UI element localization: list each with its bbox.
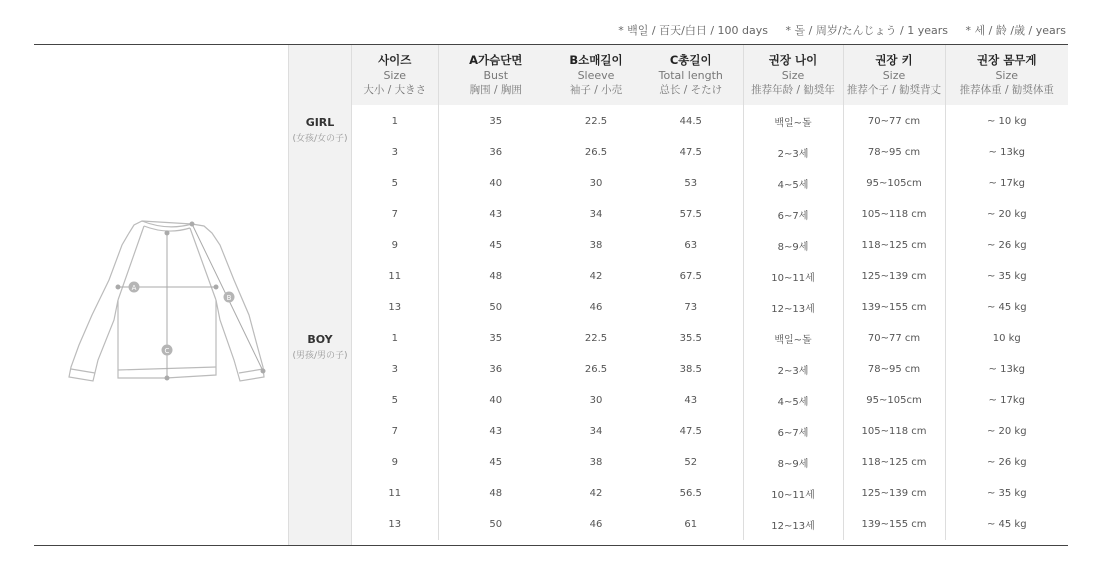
- cell-bust: 40: [438, 385, 553, 416]
- header-en-label: Sleeve: [577, 68, 615, 82]
- legend-1year: * 돌 / 周岁/たんじょう / 1 years: [785, 24, 948, 37]
- cell-recommended-age: 12~13세: [743, 509, 843, 540]
- cell-sleeve: 34: [589, 426, 603, 437]
- cell-recommended-age: 8~9세: [743, 230, 843, 261]
- cell-sleeve: 26.5: [584, 364, 608, 375]
- marker-a: [129, 282, 140, 293]
- cell-bust: 35: [438, 323, 553, 354]
- group-boy: [288, 333, 352, 361]
- cell-recommended-weight: ~ 13kg: [945, 354, 1068, 385]
- cell-size: 7: [391, 209, 398, 220]
- size-table: [352, 45, 1068, 540]
- cell-sleeve: 38: [589, 457, 603, 468]
- cell-bust: 45: [438, 230, 553, 261]
- cell-recommended-height: 78~95 cm: [843, 354, 945, 385]
- table-row: [352, 447, 1068, 478]
- cell-recommended-weight: ~ 26 kg: [945, 447, 1068, 478]
- cell-recommended-height: 70~77 cm: [843, 323, 945, 354]
- cell-recommended-weight: ~ 10 kg: [945, 105, 1068, 137]
- header-cj-label: 推荐个子 / 勧奨背丈: [846, 83, 942, 96]
- cell-recommended-height: 139~155 cm: [843, 292, 945, 323]
- cell-size: 3: [391, 364, 398, 375]
- cell-recommended-age: 백일~돌: [743, 105, 843, 137]
- cell-sleeve: 26.5: [584, 147, 608, 158]
- svg-text:A: A: [131, 284, 137, 292]
- cell-size: 11: [388, 271, 402, 282]
- cell-bust: 36: [438, 137, 553, 168]
- header-ko-label: 권장 몸무게: [976, 52, 1037, 67]
- cell-recommended-age: 2~3세: [743, 354, 843, 385]
- header-ko-label: A가슴단면: [469, 52, 523, 67]
- cell-bust: 43: [438, 416, 553, 447]
- cell-size: 7: [391, 426, 398, 437]
- header-ko-label: 권장 나이: [768, 52, 818, 67]
- legend-100days: * 백일 / 百天/白日 / 100 days: [618, 24, 768, 37]
- cell-size: 13: [388, 302, 402, 313]
- header-cj-label: 推荐体重 / 勧奨体重: [959, 83, 1054, 96]
- cell-recommended-weight: 10 kg: [945, 323, 1068, 354]
- header-total-length: [639, 45, 743, 105]
- cell-total-length: 73: [684, 302, 698, 313]
- header-cj-label: 胸围 / 胸囲: [469, 83, 522, 96]
- cell-total-length: 61: [684, 519, 698, 530]
- cell-size: 5: [391, 178, 398, 189]
- cell-total-length: 43: [684, 395, 698, 406]
- cell-size: 1: [391, 115, 398, 127]
- header-recommended-age: [743, 45, 843, 105]
- table-row: [352, 230, 1068, 261]
- table-row: [352, 292, 1068, 323]
- header-cj-label: 袖子 / 小売: [569, 83, 623, 96]
- cell-total-length: 63: [684, 240, 698, 251]
- table-header-row: [352, 45, 1068, 105]
- cell-total-length: 56.5: [679, 488, 702, 499]
- garment-illustration: [34, 45, 288, 545]
- table-row: [352, 354, 1068, 385]
- group-sub: (男孩/男の子): [292, 351, 348, 361]
- cell-sleeve: 42: [589, 488, 603, 499]
- cell-recommended-height: 118~125 cm: [843, 230, 945, 261]
- cell-sleeve: 34: [589, 209, 603, 220]
- cell-recommended-age: 2~3세: [743, 137, 843, 168]
- header-size: [352, 45, 438, 105]
- cell-size: 13: [388, 519, 402, 530]
- header-cj-label: 推荐年龄 / 勧奨年: [751, 83, 835, 96]
- cell-recommended-weight: ~ 17kg: [945, 168, 1068, 199]
- cell-total-length: 44.5: [679, 115, 702, 127]
- table-row: [352, 168, 1068, 199]
- header-cj-label: 总长 / そたけ: [659, 83, 723, 96]
- marker-b: [224, 292, 235, 303]
- table-row: [352, 261, 1068, 292]
- header-recommended-height: [843, 45, 945, 105]
- cell-total-length: 53: [684, 178, 698, 189]
- header-ko-label: B소매길이: [569, 52, 623, 67]
- header-ko-label: C총길이: [669, 52, 712, 67]
- header-en-label: Size: [781, 68, 805, 82]
- cell-recommended-weight: ~ 17kg: [945, 385, 1068, 416]
- svg-text:B: B: [226, 294, 232, 302]
- cell-sleeve: 22.5: [584, 333, 608, 344]
- cell-size: 11: [388, 488, 402, 499]
- cell-total-length: 35.5: [679, 333, 702, 344]
- cell-recommended-weight: ~ 26 kg: [945, 230, 1068, 261]
- group-name: BOY: [307, 333, 333, 346]
- cell-total-length: 52: [684, 457, 698, 468]
- legend-years: * 세 / 龄 /歳 / years: [965, 24, 1066, 37]
- cell-recommended-height: 78~95 cm: [843, 137, 945, 168]
- cell-recommended-weight: ~ 35 kg: [945, 478, 1068, 509]
- table-bottom-rule: [34, 545, 1068, 546]
- cell-recommended-age: 10~11세: [743, 478, 843, 509]
- table-row: [352, 105, 1068, 137]
- cell-sleeve: 38: [589, 240, 603, 251]
- cell-total-length: 47.5: [679, 147, 702, 158]
- header-ko-label: 사이즈: [378, 52, 412, 67]
- header-sleeve: [553, 45, 639, 105]
- cell-bust: 35: [438, 105, 553, 137]
- group-name: GIRL: [305, 116, 335, 129]
- cell-recommended-weight: ~ 20 kg: [945, 416, 1068, 447]
- table-row: [352, 385, 1068, 416]
- cell-recommended-height: 105~118 cm: [843, 416, 945, 447]
- cell-sleeve: 46: [589, 302, 603, 313]
- table-row: [352, 137, 1068, 168]
- table-row: [352, 416, 1068, 447]
- cell-recommended-height: 118~125 cm: [843, 447, 945, 478]
- cell-bust: 40: [438, 168, 553, 199]
- header-en-label: Size: [383, 68, 407, 82]
- header-cj-label: 大小 / 大きさ: [363, 83, 427, 96]
- cell-recommended-weight: ~ 35 kg: [945, 261, 1068, 292]
- cell-recommended-weight: ~ 45 kg: [945, 292, 1068, 323]
- cell-recommended-height: 95~105cm: [843, 385, 945, 416]
- cell-recommended-height: 105~118 cm: [843, 199, 945, 230]
- cell-recommended-age: 8~9세: [743, 447, 843, 478]
- cell-total-length: 38.5: [679, 364, 702, 375]
- cell-sleeve: 30: [589, 395, 603, 406]
- cell-recommended-age: 4~5세: [743, 168, 843, 199]
- cell-total-length: 57.5: [679, 209, 702, 220]
- header-en-label: Bust: [483, 68, 509, 82]
- cell-recommended-age: 백일~돌: [743, 323, 843, 354]
- cell-recommended-height: 125~139 cm: [843, 478, 945, 509]
- cell-bust: 50: [438, 292, 553, 323]
- cell-recommended-weight: ~ 45 kg: [945, 509, 1068, 540]
- cell-bust: 48: [438, 478, 553, 509]
- cell-recommended-age: 6~7세: [743, 416, 843, 447]
- cell-sleeve: 46: [589, 519, 603, 530]
- cell-total-length: 67.5: [679, 271, 702, 282]
- header-recommended-weight: [945, 45, 1068, 105]
- marker-c: [162, 345, 173, 356]
- cell-bust: 48: [438, 261, 553, 292]
- group-girl: [288, 116, 352, 144]
- group-sub: (女孩/女の子): [292, 134, 348, 144]
- cell-size: 5: [391, 395, 398, 406]
- cell-recommended-height: 139~155 cm: [843, 509, 945, 540]
- cell-bust: 45: [438, 447, 553, 478]
- cell-size: 3: [391, 147, 398, 158]
- cell-recommended-height: 95~105cm: [843, 168, 945, 199]
- cell-bust: 36: [438, 354, 553, 385]
- svg-text:C: C: [164, 347, 170, 355]
- cell-bust: 43: [438, 199, 553, 230]
- cell-sleeve: 22.5: [584, 115, 608, 127]
- age-legend: [0, 22, 1066, 38]
- cell-recommended-age: 10~11세: [743, 261, 843, 292]
- table-row: [352, 478, 1068, 509]
- cell-recommended-height: 125~139 cm: [843, 261, 945, 292]
- header-bust: [438, 45, 553, 105]
- cell-recommended-weight: ~ 20 kg: [945, 199, 1068, 230]
- table-row: [352, 323, 1068, 354]
- header-en-label: Size: [995, 68, 1019, 82]
- cell-recommended-age: 4~5세: [743, 385, 843, 416]
- cell-recommended-age: 12~13세: [743, 292, 843, 323]
- cell-size: 9: [391, 240, 398, 251]
- cell-recommended-weight: ~ 13kg: [945, 137, 1068, 168]
- table-row: [352, 509, 1068, 540]
- cell-total-length: 47.5: [679, 426, 702, 437]
- header-ko-label: 권장 키: [875, 52, 913, 67]
- cell-recommended-height: 70~77 cm: [843, 105, 945, 137]
- table-row: [352, 199, 1068, 230]
- cell-sleeve: 42: [589, 271, 603, 282]
- cell-sleeve: 30: [589, 178, 603, 189]
- cell-size: 1: [391, 333, 398, 344]
- cell-bust: 50: [438, 509, 553, 540]
- header-en-label: Total length: [658, 68, 723, 82]
- cell-recommended-age: 6~7세: [743, 199, 843, 230]
- cell-size: 9: [391, 457, 398, 468]
- header-en-label: Size: [882, 68, 906, 82]
